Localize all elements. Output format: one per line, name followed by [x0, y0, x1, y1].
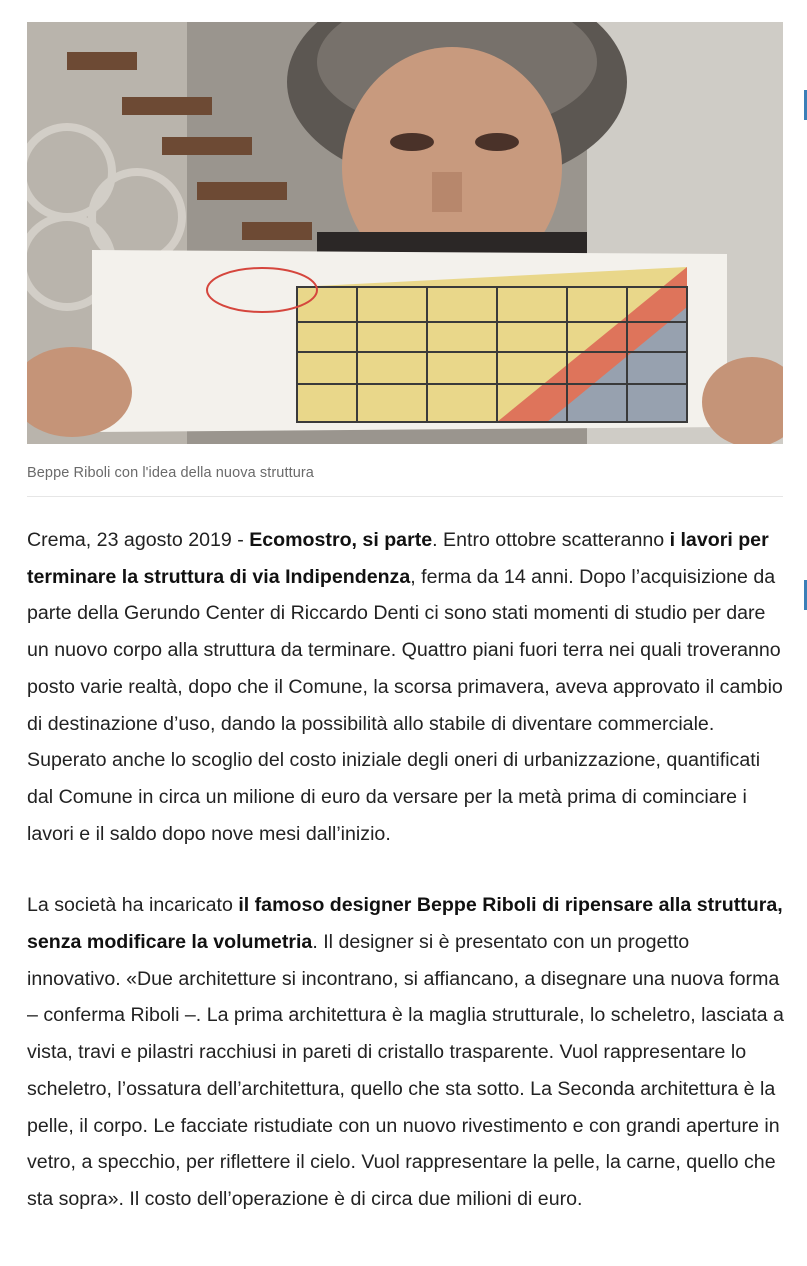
p1-text-3: , ferma da 14 anni. Dopo l’acquisizione da parte della Gerundo Center di Riccardo Denti ci sono stati momenti di studio per dare un nuovo corpo alla struttura da terminare. Quattro piani fuori terra nei quali troveranno posto varie realtà, dopo che il Comune, la scorsa primavera, aveva approvato il cambio di destinazione d’uso, dando la possibilità allo stabile di diventare commerciale. Superato anche lo scoglio del costo iniziale degli oneri di urbanizzazione, quantificati dal Comune in circa un milione di euro da versare per la metà prima di cominciare i lavori e il saldo dopo nove mesi dall’inizio.	[27, 565, 783, 845]
p2-text-2: . Il designer si è presentato con un progetto innovativo. «Due architetture si incontrano, si affiancano, a disegnare una nuova forma – conferma Riboli –. La prima architettura è la maglia strutturale, lo scheletro, lasciata a vista, travi e pilastri racchiusi in pareti di cristallo trasparente. Vuol rappresentare lo scheletro, l’ossatura dell’architettura, quello che sta sotto. La Seconda architettura è la pelle, il corpo. Le facciate ristudiate con un nuovo rivestimento e con grandi aperture in vetro, a specchio, per riflettere il cielo. Vuol rappresentare la pelle, la carne, quello che sta sopra». Il costo dell’operazione è di circa due milioni di euro.	[27, 931, 784, 1210]
p1-bold-1: Ecomostro, si parte	[249, 529, 433, 551]
caption-divider	[27, 496, 783, 497]
photo-man-holding-sketch	[27, 22, 783, 444]
article-body	[27, 522, 787, 1253]
p1-text-2: . Entro ottobre scatteranno	[432, 529, 670, 551]
paragraph-1	[27, 522, 787, 852]
p2-text-1: La società ha incaricato	[27, 894, 239, 917]
p1-bold-2: i lavori per terminare la struttura di via Indipendenza	[27, 529, 769, 588]
p1-text-1: Crema, 23 agosto 2019 -	[27, 529, 250, 551]
p2-bold-1: il famoso designer Beppe Riboli di ripensare alla struttura, senza modificare la volumetria	[27, 894, 783, 954]
paragraph-2	[27, 887, 787, 1217]
article-photo	[27, 22, 783, 444]
photo-caption: Beppe Riboli con l'idea della nuova struttura	[27, 465, 314, 481]
